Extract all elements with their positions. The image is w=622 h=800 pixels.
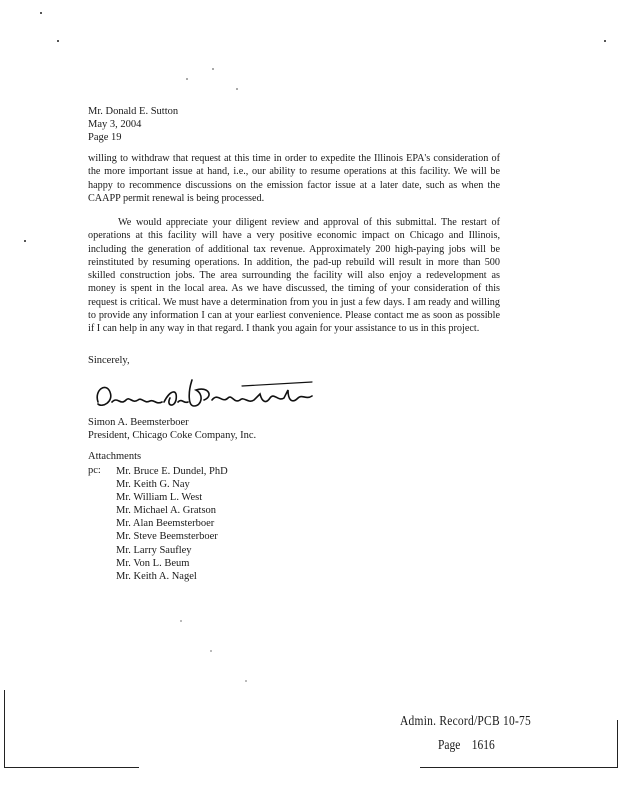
handwritten-signature	[92, 372, 322, 416]
scan-speck	[40, 12, 42, 14]
scan-speck	[210, 650, 212, 652]
cc-list	[116, 465, 228, 583]
scan-speck	[604, 40, 606, 42]
scan-speck	[186, 78, 188, 80]
cc-recipient: Mr. Larry Saufley	[116, 544, 192, 556]
record-page-number: 1616	[471, 738, 495, 753]
signer-name: Simon A. Beemsterboer	[88, 417, 189, 428]
record-page-label: Page	[438, 738, 461, 753]
body-paragraph-1: willing to withdraw that request at this time in order to expedite the Illinois EPA's consideration of the more important issue at hand, i.e., our ability to resume operations at this facility. We will be happy to recommence discussions on the emission factor issue at a later date, such as when the CAAPP permit renewal is being processed.	[88, 153, 500, 204]
cc-recipient: Mr. Michael A. Gratson	[116, 505, 217, 517]
cc-recipient: Mr. Steve Beemsterboer	[116, 531, 218, 543]
scan-speck	[212, 68, 214, 70]
scan-speck	[245, 680, 247, 682]
signer-title: President, Chicago Coke Company, Inc.	[88, 430, 257, 441]
recipient-name: Mr. Donald E. Sutton	[88, 106, 179, 117]
admin-record-stamp: Admin. Record/PCB 10-75	[400, 714, 531, 729]
record-page-stamp	[438, 738, 495, 754]
scan-speck	[57, 40, 59, 42]
body-paragraph-2: We would appreciate your diligent review and approval of this submittal. The restart of operations at this facility will have a very positive economic impact on Chicago and Illinois, including the generation of additional tax revenue. Approximately 200 high-paying jobs will be reinstituted by resuming operations. In addition, the pad-up rebuild will result in more than 500 skilled construction jobs. The area surrounding the facility will also enjoy a redevelopment as money is spent in the local area. As we have discussed, the timing of your consideration of this request is critical. We must have a determination from you in just a few days. I am ready and willing to provide any information I can at your earliest convenience. Please contact me as soon as possible if I can help in any way in that regard. I thank you again for your assistance to us in this project.	[88, 217, 500, 335]
closing-salutation: Sincerely,	[88, 355, 130, 366]
cc-recipient: Mr. Keith A. Nagel	[116, 570, 197, 582]
scan-edge-right	[617, 720, 618, 768]
scan-speck	[180, 620, 182, 622]
cc-recipient: Mr. Keith G. Nay	[116, 479, 190, 491]
letter-header	[88, 105, 178, 144]
cc-label: pc:	[88, 465, 101, 476]
cc-recipient: Mr. Alan Beemsterboer	[116, 518, 215, 530]
scan-speck	[24, 240, 26, 242]
cc-recipient: Mr. Von L. Beum	[116, 557, 190, 569]
scan-speck	[236, 88, 238, 90]
page-number: Page 19	[88, 132, 122, 143]
cc-recipient: Mr. William L. West	[116, 492, 203, 504]
scan-edge-bottom	[4, 767, 139, 768]
scan-edge-bottom-right	[420, 767, 618, 768]
cc-recipient: Mr. Bruce E. Dundel, PhD	[116, 466, 228, 477]
scan-edge-left	[4, 690, 5, 768]
attachments-label: Attachments	[88, 451, 142, 462]
signer-block	[88, 416, 256, 442]
letter-date: May 3, 2004	[88, 119, 142, 130]
